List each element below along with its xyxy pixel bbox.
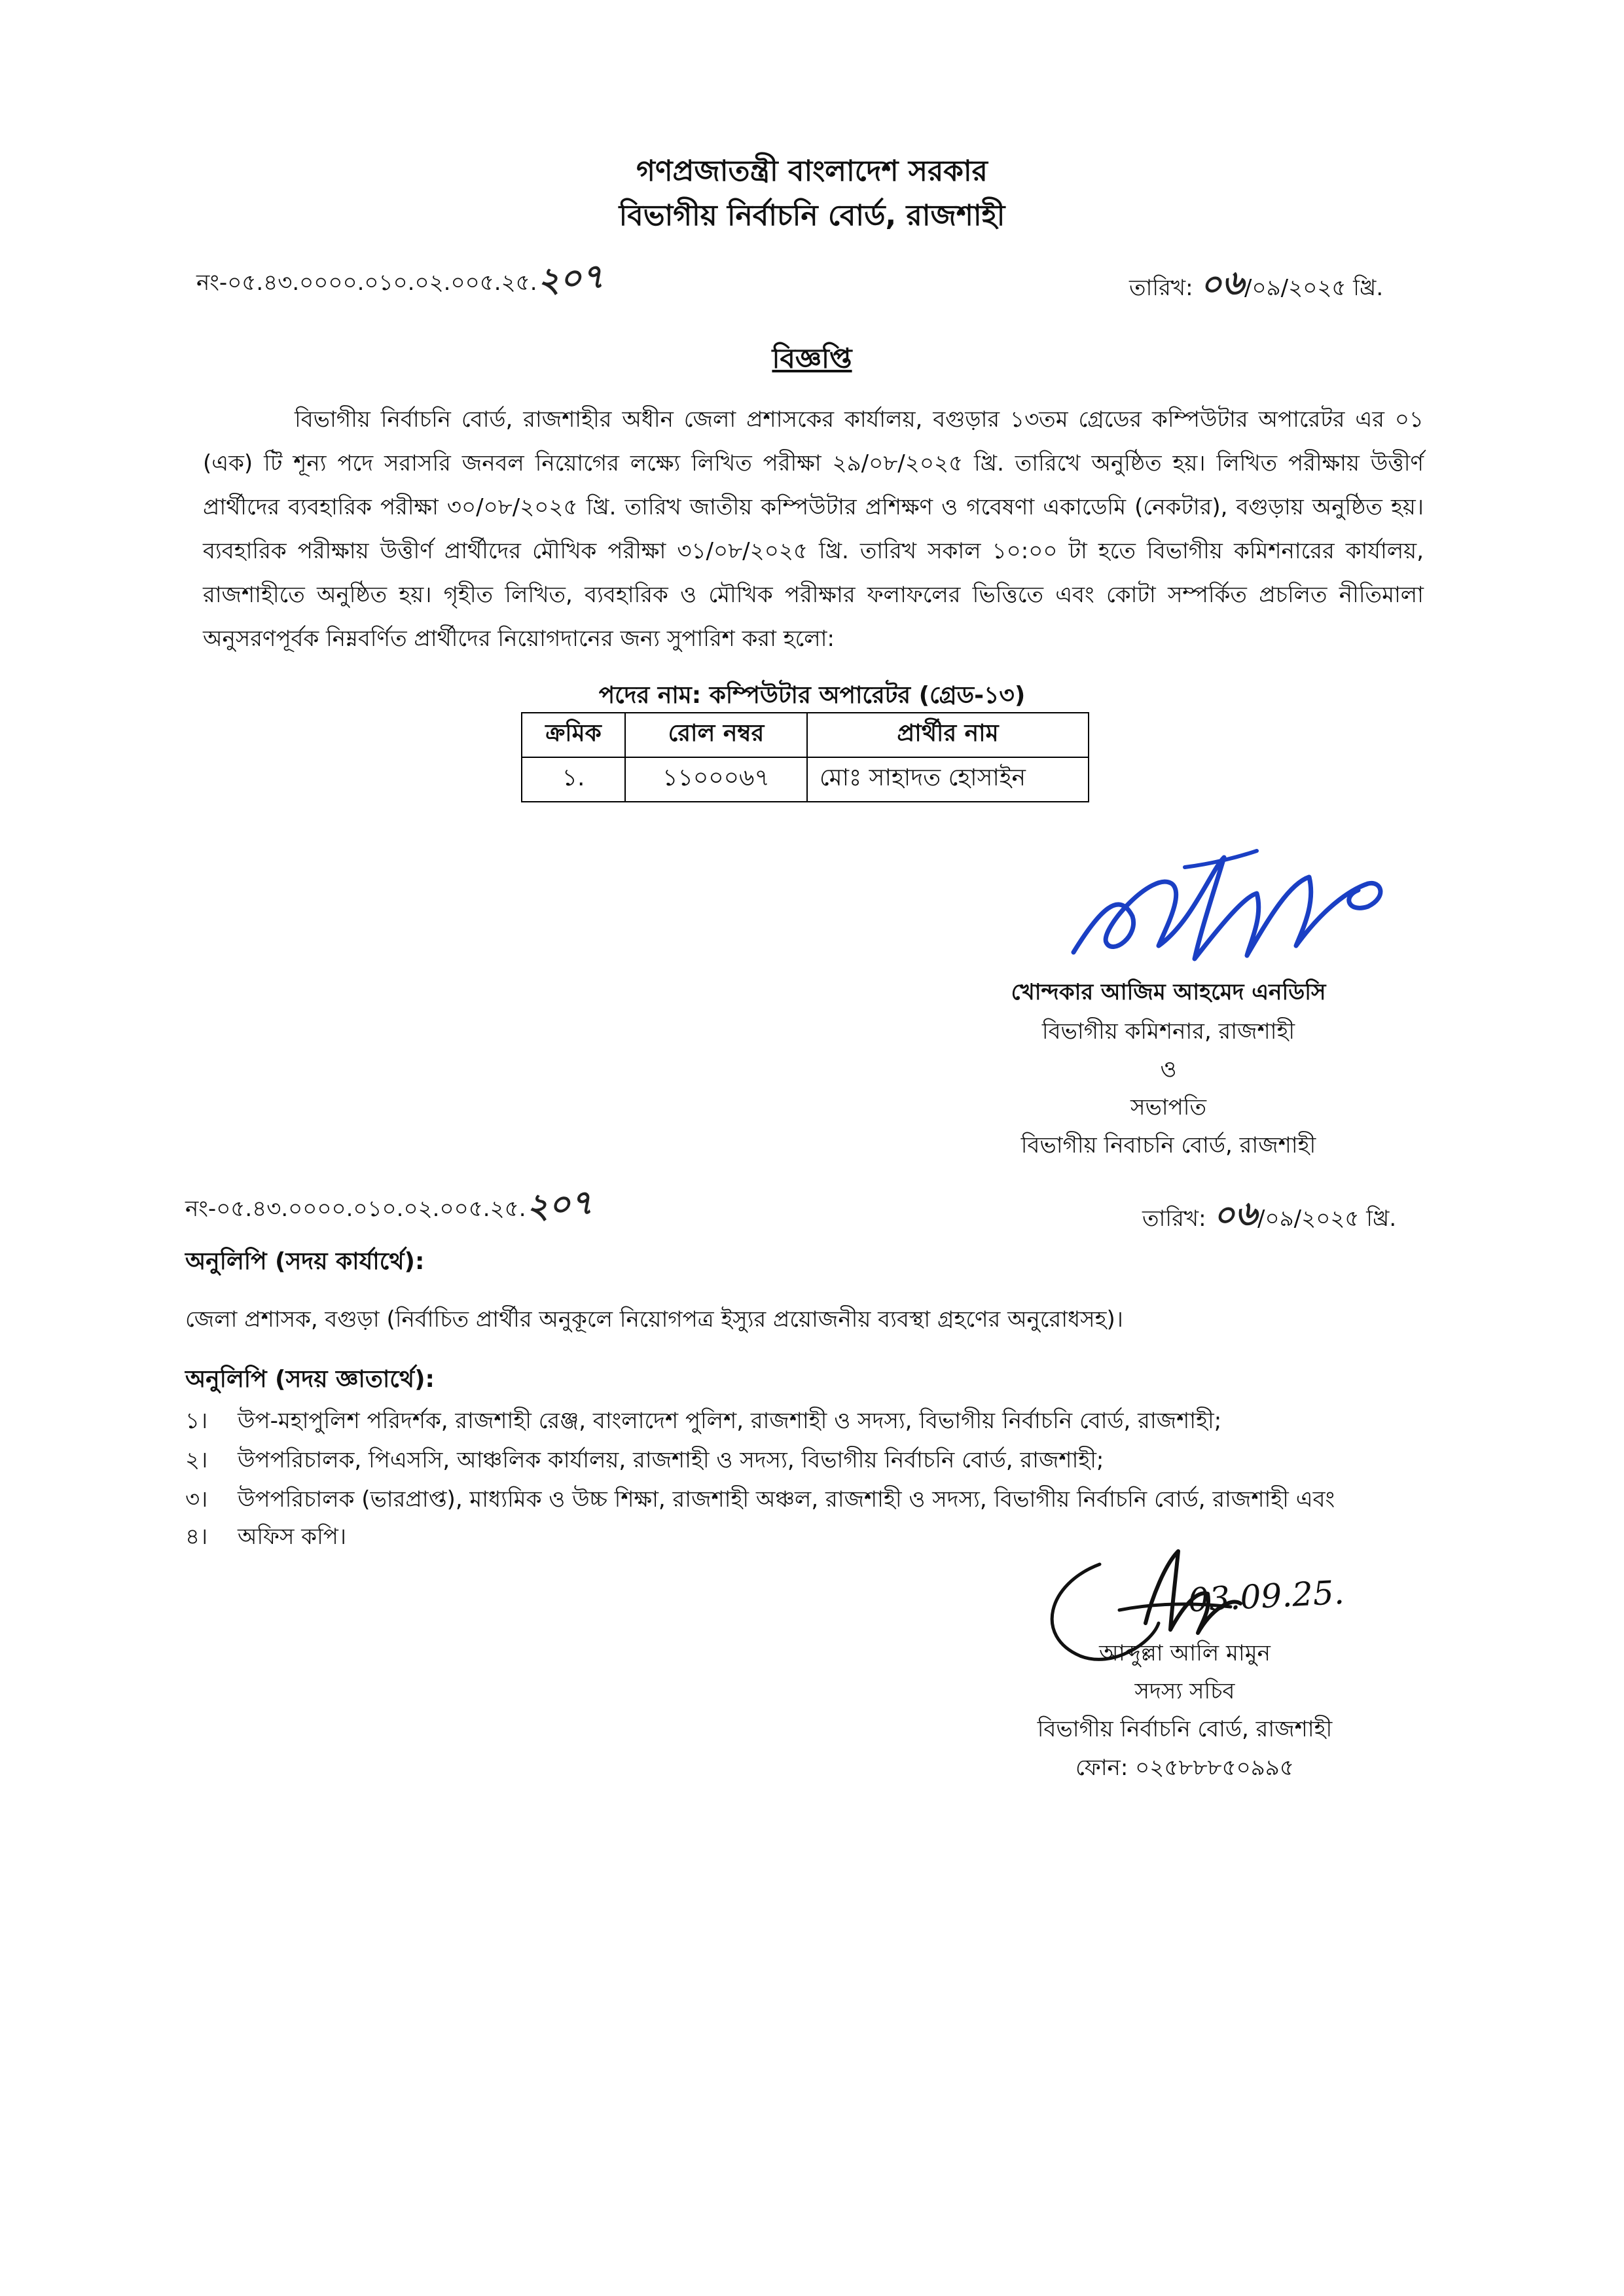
date-handwritten: ০৬ bbox=[1212, 1193, 1259, 1236]
member-secretary-designation: সদস্য সচিব bbox=[1134, 1678, 1235, 1704]
memo-date bbox=[1129, 257, 1383, 314]
cell-serial: ১. bbox=[522, 757, 625, 802]
list-item: ২। উপপরিচালক, পিএসসি, আঞ্চলিক কার্যালয়, রাজশাহী ও সদস্য, বিভাগীয় নির্বাচনি বোর্ড, রাজশাহী; bbox=[185, 1447, 1104, 1473]
cell-roll: ১১০০০৬৭ bbox=[625, 757, 807, 802]
chairman-role: সভাপতি bbox=[1130, 1094, 1206, 1121]
memo-number-copy bbox=[185, 1178, 592, 1235]
memo-number-prefix: নং-০৫.৪৩.০০০০.০১০.০২.০০৫.২৫. bbox=[196, 270, 537, 296]
table-header-row bbox=[522, 713, 1089, 757]
chairman-conjunction: ও bbox=[1160, 1056, 1177, 1083]
copy-info-heading: অনুলিপি (সদয় জ্ঞাতার্থে): bbox=[185, 1366, 435, 1393]
chairman-name: খোন্দকার আজিম আহমেদ এনডিসি bbox=[1011, 979, 1326, 1005]
notice-title: বিজ্ঞপ্তি bbox=[772, 342, 852, 374]
date-label: তারিখ: bbox=[1129, 275, 1193, 301]
notice-title-wrap bbox=[0, 337, 1624, 384]
col-header-roll: রোল নম্বর bbox=[625, 713, 807, 757]
list-item: ৩। উপপরিচালক (ভারপ্রাপ্ত), মাধ্যমিক ও উচ্চ শিক্ষা, রাজশাহী অঞ্চল, রাজশাহী ও সদস্য, বিভাগীয় নির্বাচনি বোর্ড, রাজশাহী এবং bbox=[185, 1486, 1335, 1513]
member-secretary-name: আব্দুল্লা আলি মামুন bbox=[1099, 1640, 1271, 1666]
cell-candidate-name: মোঃ সাহাদত হোসাইন bbox=[807, 757, 1089, 802]
chairman-designation: বিভাগীয় কমিশনার, রাজশাহী bbox=[1041, 1018, 1295, 1045]
signature-chairman bbox=[1060, 831, 1401, 982]
table-caption: পদের নাম: কম্পিউটার অপারেটর (গ্রেড-১৩) bbox=[598, 682, 1026, 709]
memo-number-prefix: নং-০৫.৪৩.০০০০.০১০.০২.০০৫.২৫. bbox=[185, 1196, 526, 1222]
results-table bbox=[521, 712, 1089, 802]
col-header-name: প্রার্থীর নাম bbox=[807, 713, 1089, 757]
list-item: ৪। অফিস কপি। bbox=[185, 1524, 347, 1550]
date-handwritten: ০৬ bbox=[1199, 262, 1246, 306]
copy-action-heading: অনুলিপি (সদয় কার্যার্থে): bbox=[185, 1248, 425, 1275]
notice-body: বিভাগীয় নির্বাচনি বোর্ড, রাজশাহীর অধীন জেলা প্রশাসকের কার্যালয়, বগুড়ার ১৩তম গ্রেডের কম্পিউটার অপারেটর এর ০১ (এক) টি শূন্য পদে সরাসরি জনবল নিয়োগের লক্ষ্যে লিখিত পরীক্ষা ২৯/০৮/২০২৫ খ্রি. তারিখে অনুষ্ঠিত হয়। লিখিত পরীক্ষায় উত্তীর্ণ প্রার্থীদের ব্যবহারিক পরীক্ষা ৩০/০৮/২০২৫ খ্রি. তারিখ জাতীয় কম্পিউটার প্রশিক্ষণ ও গবেষণা একাডেমি (নেকটার), বগুড়ায় অনুষ্ঠিত হয়। ব্যবহারিক পরীক্ষায় উত্তীর্ণ প্রার্থীদের মৌখিক পরীক্ষা ৩১/০৮/২০২৫ খ্রি. তারিখ সকাল ১০:০০ টা হতে বিভাগীয় কমিশনারের কার্যালয়, রাজশাহীতে অনুষ্ঠিত হয়। গৃহীত লিখিত, ব্যবহারিক ও মৌখিক পরীক্ষার ফলাফলের ভিত্তিতে এবং কোটা সম্পর্কিত প্রচলিত নীতিমালা অনুসরণপূর্বক নিম্নবর্ণিত প্রার্থীদের নিয়োগদানের জন্য সুপারিশ করা হলো: bbox=[203, 406, 1424, 652]
table-row bbox=[522, 757, 1089, 802]
copy-action-item: জেলা প্রশাসক, বগুড়া (নির্বাচিত প্রার্থীর অনুকূলে নিয়োগপত্র ইস্যুর প্রয়োজনীয় ব্যবস্থা গ্রহণের অনুরোধসহ)। bbox=[185, 1306, 1123, 1333]
date-label: তারিখ: bbox=[1142, 1206, 1206, 1232]
date-rest: /০৯/২০২৫ খ্রি. bbox=[1257, 1206, 1397, 1232]
col-header-serial: ক্রমিক bbox=[522, 713, 625, 757]
signature-date: 03.09.25. bbox=[1187, 1573, 1345, 1620]
memo-number-handwritten: ২০৭ bbox=[535, 256, 605, 301]
memo-date-copy bbox=[1142, 1188, 1396, 1245]
member-secretary-phone: ফোন: ০২৫৮৮৮৫০৯৯৫ bbox=[1075, 1755, 1294, 1781]
memo-number bbox=[196, 252, 604, 309]
chairman-office: বিভাগীয় নিবাচনি বোর্ড, রাজশাহী bbox=[1020, 1132, 1316, 1158]
member-secretary-office: বিভাগীয় নির্বাচনি বোর্ড, রাজশাহী bbox=[1037, 1716, 1333, 1742]
date-rest: /০৯/২০২৫ খ্রি. bbox=[1244, 275, 1384, 301]
board-title: বিভাগীয় নির্বাচনি বোর্ড, রাজশাহী bbox=[619, 199, 1005, 232]
govt-title: গণপ্রজাতন্ত্রী বাংলাদেশ সরকার bbox=[636, 154, 988, 188]
memo-number-handwritten: ২০৭ bbox=[524, 1182, 594, 1227]
list-item: ১। উপ-মহাপুলিশ পরিদর্শক, রাজশাহী রেঞ্জ, বাংলাদেশ পুলিশ, রাজশাহী ও সদস্য, বিভাগীয় নির্বাচনি বোর্ড, রাজশাহী; bbox=[185, 1408, 1222, 1434]
